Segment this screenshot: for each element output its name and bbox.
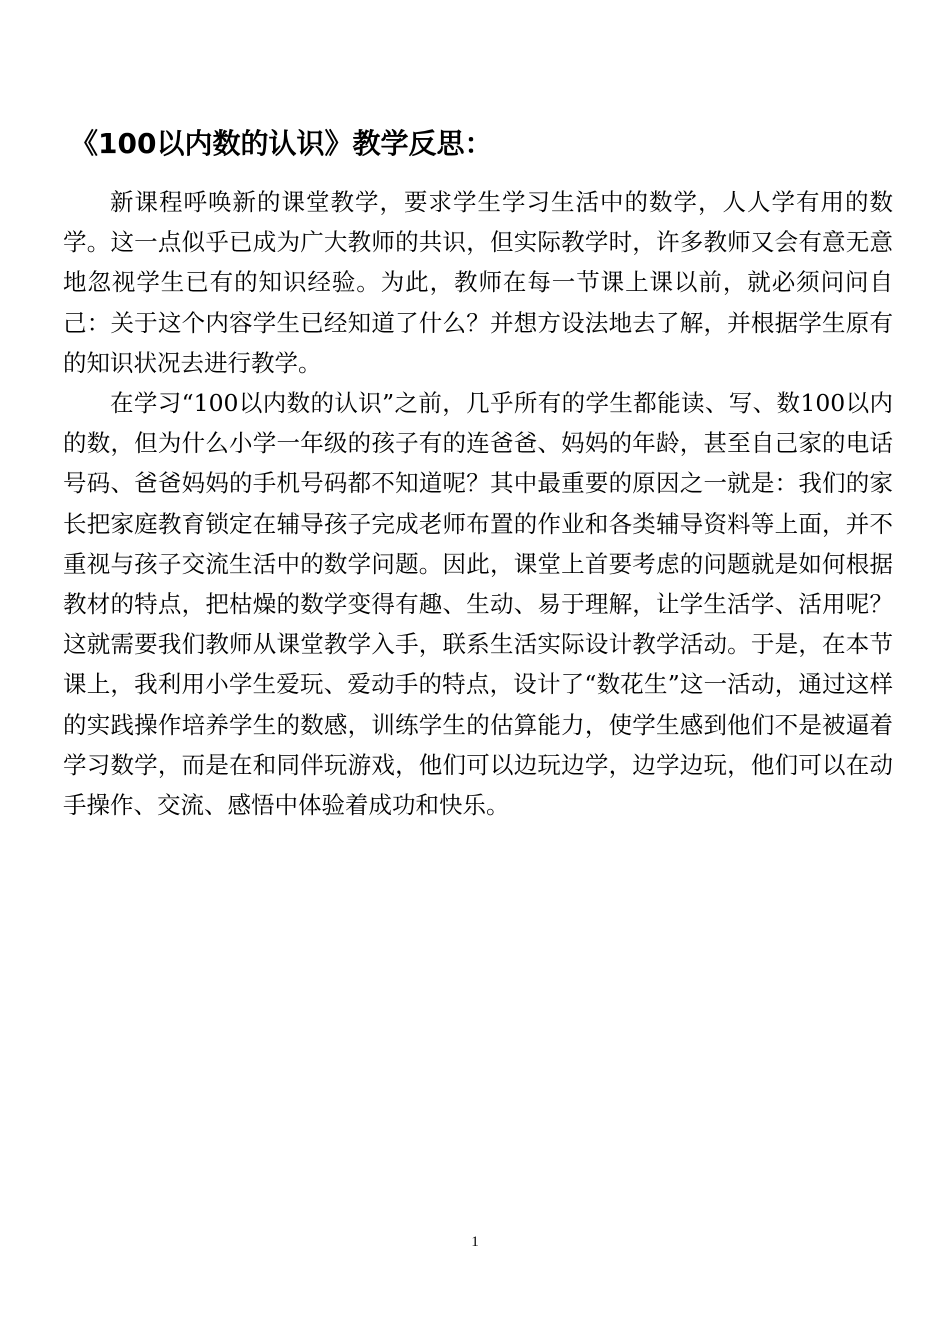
page-number: 1 bbox=[471, 1234, 479, 1250]
paragraph-1: 新课程呼唤新的课堂教学，要求学生学习生活中的数学，人人学有用的数学。这一点似乎已成为广大教师的共识，但实际教学时，许多教师又会有意无意地忽视学生已有的知识经验。为此，教师在每一节课上课以前，就必须问问自己：关于这个内容学生已经知道了什么？并想方设法地去了解，并根据学生原有的知识状况去进行教学。 bbox=[63, 188, 893, 377]
paragraph-2: 在学习“100以内数的认识”之前，几乎所有的学生都能读、写、数100以内的数，但为什么小学一年级的孩子有的连爸爸、妈妈的年龄，甚至自己家的电话号码、爸爸妈妈的手机号码都不知道呢？其中最重要的原因之一就是：我们的家长把家庭教育锁定在辅导孩子完成老师布置的作业和各类辅导资料等上面，并不重视与孩子交流生活中的数学问题。因此，课堂上首要考虑的问题就是如何根据教材的特点，把枯燥的数学变得有趣、生动、易于理解，让学生活学、活用呢？这就需要我们教师从课堂教学入手，联系生活实际设计教学活动。于是，在本节课上，我利用小学生爱玩、爱动手的特点，设计了“数花生”这一活动，通过这样的实践操作培养学生的数感，训练学生的估算能力，使学生感到他们不是被逼着学习数学，而是在和同伴玩游戏，他们可以边玩边学，边学边玩，他们可以在动手操作、交流、感悟中体验着成功和快乐。 bbox=[63, 389, 893, 820]
document-body bbox=[63, 182, 893, 825]
document-title: 《100以内数的认识》教学反思： bbox=[70, 127, 493, 160]
